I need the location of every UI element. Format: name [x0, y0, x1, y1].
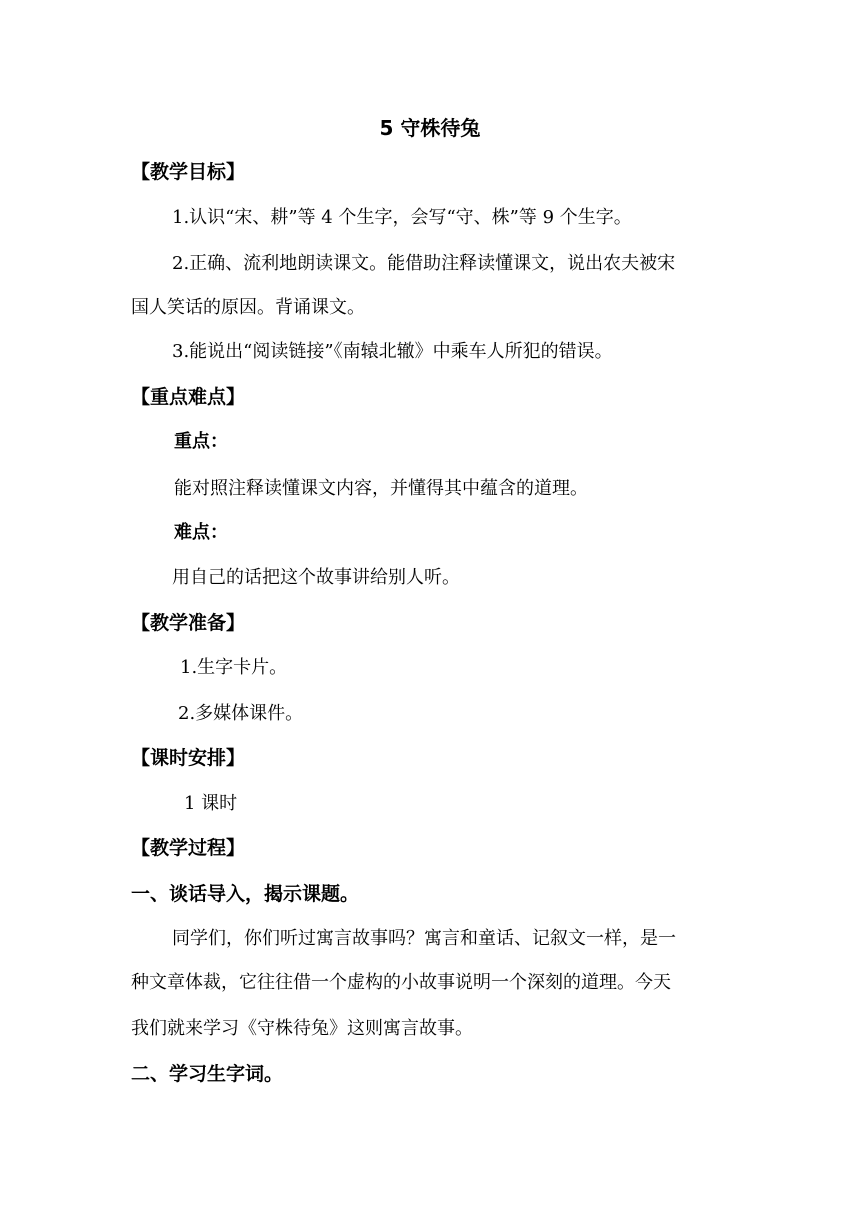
- goal-item-1: 1.认识“宋、耕”等 4 个生字，会写“守、株”等 9 个生字。: [172, 207, 632, 228]
- preparation-item-1: 1.生字卡片。: [180, 657, 288, 678]
- process-step-2-title: 二、学习生字词。: [131, 1063, 284, 1085]
- section-heading-goals: 【教学目标】: [131, 161, 246, 183]
- page-title: 5 守株待兔: [379, 116, 481, 140]
- goal-item-2-line-1: 2.正确、流利地朗读课文。能借助注释读懂课文，说出农夫被宋: [172, 253, 676, 274]
- process-step-1-line-1: 同学们，你们听过寓言故事吗？寓言和童话、记叙文一样，是一: [172, 928, 676, 949]
- goal-item-2-line-2: 国人笑话的原因。背诵课文。: [131, 297, 365, 318]
- difficulty-text: 用自己的话把这个故事讲给别人听。: [172, 567, 460, 588]
- process-step-1-line-2: 种文章体裁，它往往借一个虚构的小故事说明一个深刻的道理。今天: [131, 972, 671, 993]
- section-heading-schedule: 【课时安排】: [131, 747, 246, 769]
- focus-text: 能对照注释读懂课文内容，并懂得其中蕴含的道理。: [174, 478, 588, 499]
- section-heading-process: 【教学过程】: [131, 837, 246, 859]
- focus-label: 重点：: [174, 431, 228, 452]
- preparation-item-2: 2.多媒体课件。: [178, 703, 304, 724]
- section-heading-preparation: 【教学准备】: [131, 612, 246, 634]
- schedule-text: 1 课时: [184, 793, 238, 814]
- section-heading-key-points: 【重点难点】: [131, 386, 246, 408]
- process-step-1-title: 一、谈话导入，揭示课题。: [131, 883, 360, 905]
- goal-item-3: 3.能说出“阅读链接”《南辕北辙》中乘车人所犯的错误。: [172, 341, 613, 362]
- difficulty-label: 难点：: [174, 522, 228, 543]
- process-step-1-line-3: 我们就来学习《守株待兔》这则寓言故事。: [131, 1018, 473, 1039]
